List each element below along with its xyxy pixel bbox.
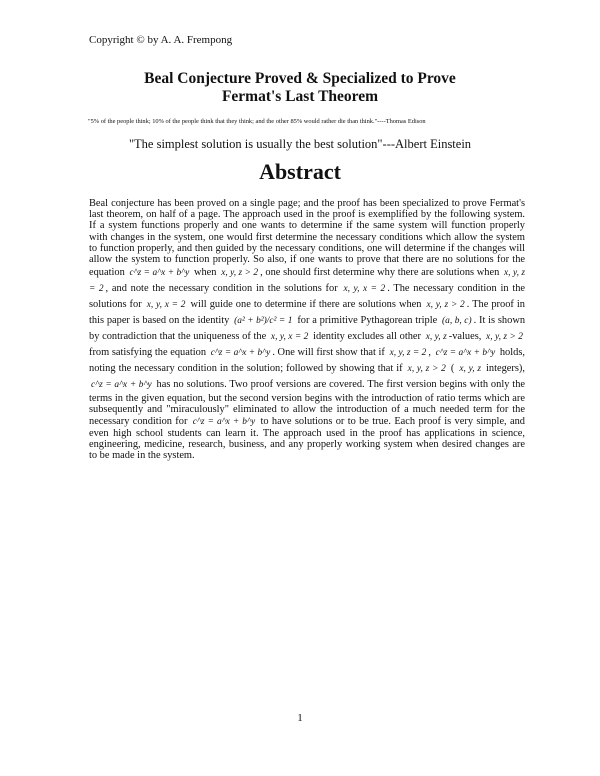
einstein-quote: "The simplest solution is usually the best solution"---Albert Einstein [128,137,472,151]
page-number: 1 [297,712,303,724]
math-expression: x, y, z > 2 [426,300,465,311]
math-expression: c^z = a^x + b^y [192,416,256,427]
abstract-text: will guide one to determine if there are solutions when [190,299,422,311]
abstract-text: identity excludes all other [313,331,421,343]
abstract-body [89,198,525,461]
math-expression: x, y, x = 2 [146,300,186,311]
math-expression: c^z = a^x + b^y [210,348,271,359]
abstract-text: Beal conjecture has been proved on a single page; and the proof has been specialized to prove Fermat's last theorem, on half of a page. The approach used in the proof is exemplified by the following system. If a system functions properly and one wants to determine if the same system will function properly with changes in the system, one would first determine the necessary conditions which allow the system to function properly, and then guided by the necessary conditions, one will determine if the changes will allow the system to function properly. So also, if one wants to prove that there are no solutions for the equation [89,198,525,279]
abstract-text: , and note the necessary condition in the solutions for [105,283,338,295]
math-expression: x, y, z = 2 [89,268,526,295]
copyright-notice: Copyright © by A. A. Frempong [89,34,233,46]
abstract-text: holds, noting the necessary condition in the solution; followed by showing that if [89,347,525,375]
abstract-text: . One will first show that if [272,347,385,359]
math-expression: c^z = a^x + b^y [91,380,152,391]
math-expression: c^z = a^x + b^y [129,268,190,279]
abstract-text: -values, [448,331,482,343]
abstract-text: when [193,267,217,279]
title-line-1: Beal Conjecture Proved & Specialized to Prove [144,70,456,87]
edison-quote: "5% of the people think; 10% of the people think that they think; and the other 85% would rather die than think."----Thomas Edison [88,118,426,125]
abstract-text: integers), [486,363,525,375]
abstract-heading: Abstract [259,159,341,184]
math-expression: x, y, z > 2 [486,332,523,343]
math-expression: (a² + b²)/c² = 1 [234,316,293,327]
math-expression: x, y, z > 2 [407,364,446,375]
abstract-text: , one should first determine why there are solutions when [260,267,500,279]
math-expression: x, y, x = 2 [343,284,386,295]
math-expression: (a, b, c) [442,316,472,327]
math-expression: x, y, z [425,332,447,343]
title-line-2: Fermat's Last Theorem [221,88,379,105]
math-expression: c^z = a^x + b^y [435,348,496,359]
abstract-text: . The proof in this paper is based on the identity [89,299,525,327]
math-expression: x, y, z > 2 [221,268,259,279]
abstract-text: for a primitive Pythagorean triple [297,315,438,327]
abstract-text: . The necessary condition in the solutions for [89,283,526,311]
math-expression: x, y, x = 2 [270,332,309,343]
abstract-text: from satisfying the equation [89,347,207,359]
abstract-text: to have solutions or to be true. Each proof is very simple, and even high school students can learn it. The approach used in the proof has applications in science, engineering, medicine, research, business, and any properly working system when desired changes are to be made in the system. [89,415,525,462]
abstract-text: . It is shown by contradiction that the uniqueness of the [89,315,526,343]
math-expression: x, y, z [459,364,482,375]
abstract-text: , [428,347,431,359]
math-expression: x, y, z = 2 [389,348,427,359]
abstract-text: ( [450,363,455,375]
abstract-text: has no solutions. Two proof versions are covered. The first version begins with only the terms in the given equation, but the second version begins with the introduction of ratio terms which are subsequently and "miraculously" eliminated to allow the introduction of a much needed term for the necessary condition for [89,379,525,427]
